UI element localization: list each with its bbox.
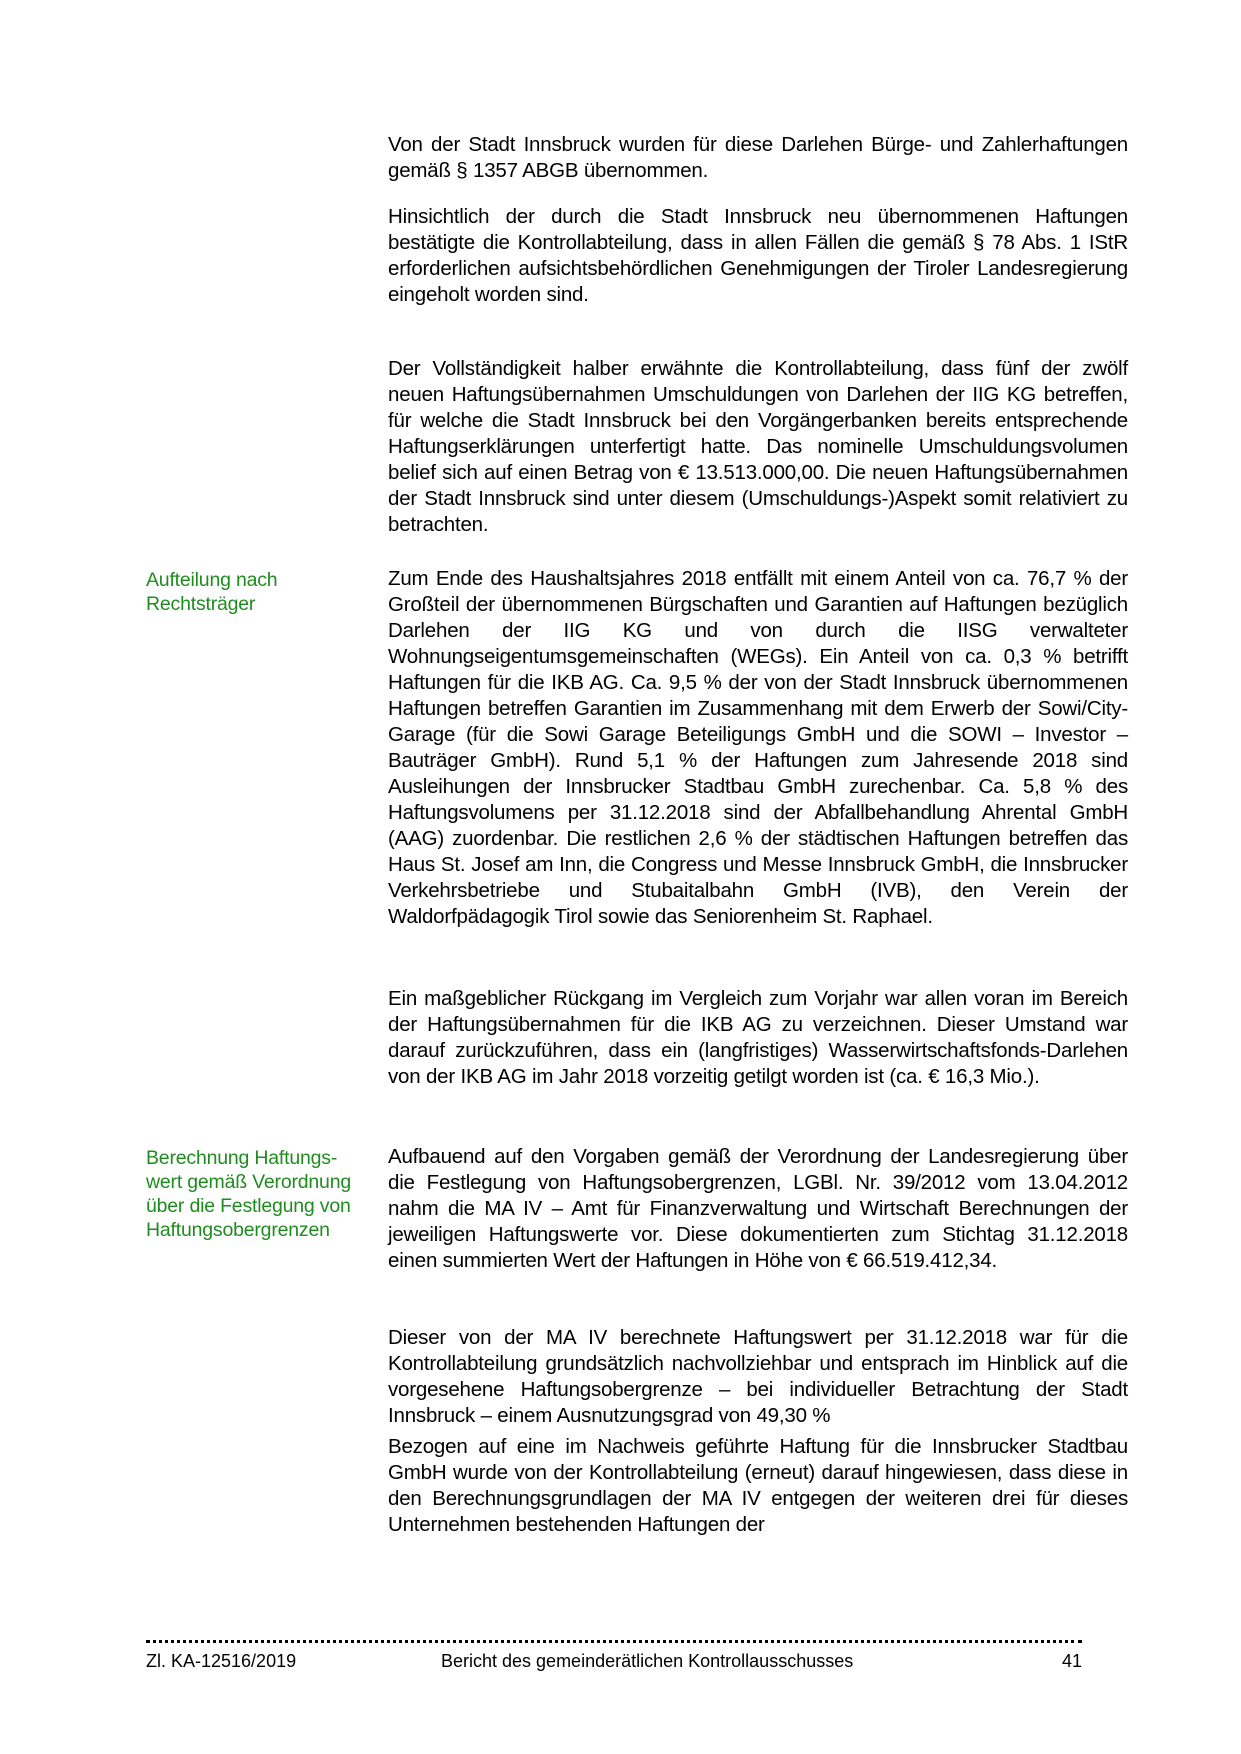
footer-reference: Zl. KA-12516/2019 [146, 1651, 297, 1671]
paragraph-approvals: Hinsichtlich der durch die Stadt Innsbruck neu übernommenen Haftungen bestätigte die Kontrollabteilung, dass in allen Fällen die gemäß § 78 Abs. 1 IStR erforderlichen aufsichtsbehördlichen Genehmigungen der Tiroler Landesregierung eingeholt worden sind. [388, 205, 1128, 306]
paragraph-surety-liabilities: Von der Stadt Innsbruck wurden für diese Darlehen Bürge- und Zahlerhaftungen gemäß § 1357 ABGB übernommen. [388, 133, 1128, 182]
footer-divider [146, 1640, 1082, 1643]
margin-note-calculation: Berechnung Haftungswert gemäß Verordnung über die Festlegung von Haftungsobergrenzen [146, 1147, 351, 1241]
footer-title: Bericht des gemeinderätlichen Kontrollausschusses [441, 1651, 854, 1671]
paragraph-rescheduling: Der Vollständigkeit halber erwähnte die Kontrollabteilung, dass fünf der zwölf neuen Haftungsübernahmen Umschuldungen von Darlehen der IIG KG betreffen, für welche die Stadt Innsbruck bei den Vorgängerbanken bereits entsprechende Haftungserklärungen unterfertigt hatte. Das nominelle Umschuldungsvolumen belief sich auf einen Betrag von € 13.513.000,00. Die neuen Haftungsübernahmen der Stadt Innsbruck sind unter diesem (Umschuldungs-)Aspekt somit relativiert zu betrachten. [388, 357, 1128, 536]
margin-note-breakdown: Aufteilung nach Rechtsträger [146, 569, 278, 615]
paragraph-ikb-decline: Ein maßgeblicher Rückgang im Vergleich zum Vorjahr war allen voran im Bereich der Haftungsübernahmen für die IKB AG zu verzeichnen. Dieser Umstand war darauf zurückzuführen, dass ein (langfristiges) Wasserwirtschaftsfonds-Darlehen von der IKB AG im Jahr 2018 vorzeitig getilgt worden ist (ca. € 16,3 Mio.). [388, 987, 1128, 1088]
paragraph-stadtbau-note: Bezogen auf eine im Nachweis geführte Haftung für die Innsbrucker Stadtbau GmbH wurde von der Kontrollabteilung (erneut) darauf hingewiesen, dass diese in den Berechnungsgrundlagen der MA IV entgegen der weiteren drei für dieses Unternehmen bestehenden Haftungen der [388, 1435, 1128, 1536]
paragraph-breakdown-by-entity: Zum Ende des Haushaltsjahres 2018 entfällt mit einem Anteil von ca. 76,7 % der Großteil der übernommenen Bürgschaften und Garantien auf Haftungen bezüglich Darlehen der IIG KG und von durch die IISG verwalteter Wohnungseigentumsgemeinschaften (WEGs). Ein Anteil von ca. 0,3 % betrifft Haftungen für die IKB AG. Ca. 9,5 % der von der Stadt Innsbruck übernommenen Haftungen betreffen Garantien im Zusammenhang mit dem Erwerb der Sowi/City-Garage (für die Sowi Garage Beteiligungs GmbH und die SOWI – Investor – Bauträger GmbH). Rund 5,1 % der Haftungen zum Jahresende 2018 sind Ausleihungen der Innsbrucker Stadtbau GmbH zurechenbar. Ca. 5,8 % des Haftungsvolumens per 31.12.2018 sind der Abfallbehandlung Ahrental GmbH (AAG) zuordenbar. Die restlichen 2,6 % der städtischen Haftungen betreffen das Haus St. Josef am Inn, die Congress und Messe Innsbruck GmbH, die Innsbrucker Verkehrsbetriebe und Stubaitalbahn GmbH (IVB), den Verein der Waldorfpädagogik Tirol sowie das Seniorenheim St. Raphael. [388, 567, 1128, 928]
paragraph-utilization-rate: Dieser von der MA IV berechnete Haftungswert per 31.12.2018 war für die Kontrollabteilung grundsätzlich nachvollziehbar und entsprach im Hinblick auf die vorgesehene Haftungsobergrenze – bei individueller Betrachtung der Stadt Innsbruck – einem Ausnutzungsgrad von 49,30 % [388, 1326, 1128, 1427]
paragraph-liability-calculation: Aufbauend auf den Vorgaben gemäß der Verordnung der Landesregierung über die Festlegung von Haftungsobergrenzen, LGBl. Nr. 39/2012 vom 13.04.2012 nahm die MA IV – Amt für Finanzverwaltung und Wirtschaft Berechnungen der jeweiligen Haftungswerte vor. Diese dokumentierten zum Stichtag 31.12.2018 einen summierten Wert der Haftungen in Höhe von € 66.519.412,34. [388, 1145, 1128, 1272]
footer-page-number: 41 [1062, 1651, 1083, 1671]
